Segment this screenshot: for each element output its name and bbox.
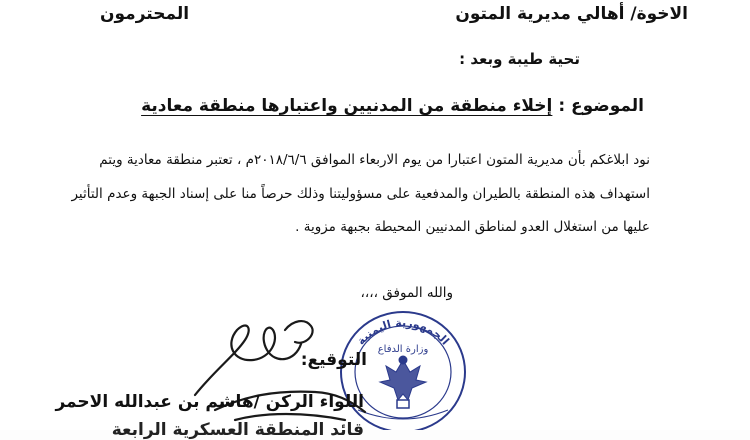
body-line-1: نود ابلاغكم بأن مديرية المتون اعتبارا من يوم الاربعاء الموافق ٢٠١٨/٦/٦م ، تعتبر منطقة معادية ويتم [99,152,650,168]
body-line-2: استهداف هذه المنطقة بالطيران والمدفعية على مسؤوليتنا وذلك حرصاً منا على إسناد الجبهة وعدم التأثير [71,186,650,202]
greeting: تحية طيبة وبعد : [459,50,580,68]
subject-line [141,96,644,116]
subject-label: الموضوع : [558,96,644,116]
closing-phrase: والله الموفق ،،،، [360,285,453,301]
stamp-ministry-text: وزارة الدفاع [377,344,429,355]
recipients-line: الاخوة/ أهالي مديرية المتون [455,4,688,24]
signatory-name: اللواء الركن /هاشم بن عبدالله الاحمر [55,392,364,412]
signature-label: التوقيع: [300,350,367,370]
eagle-emblem-icon [380,356,426,408]
stamp-top-text: الجمهورية اليمنية [354,316,452,348]
body-line-3: عليها من استغلال العدو لمناطق المدنيين المحيطة بجبهة مزوية . [295,219,650,235]
signatory-title: قائد المنطقة العسكرية الرابعة [111,420,364,440]
subject-text: إخلاء منطقة من المدنيين واعتبارها منطقة معادية [141,96,553,116]
honorific: المحترمون [100,4,190,24]
